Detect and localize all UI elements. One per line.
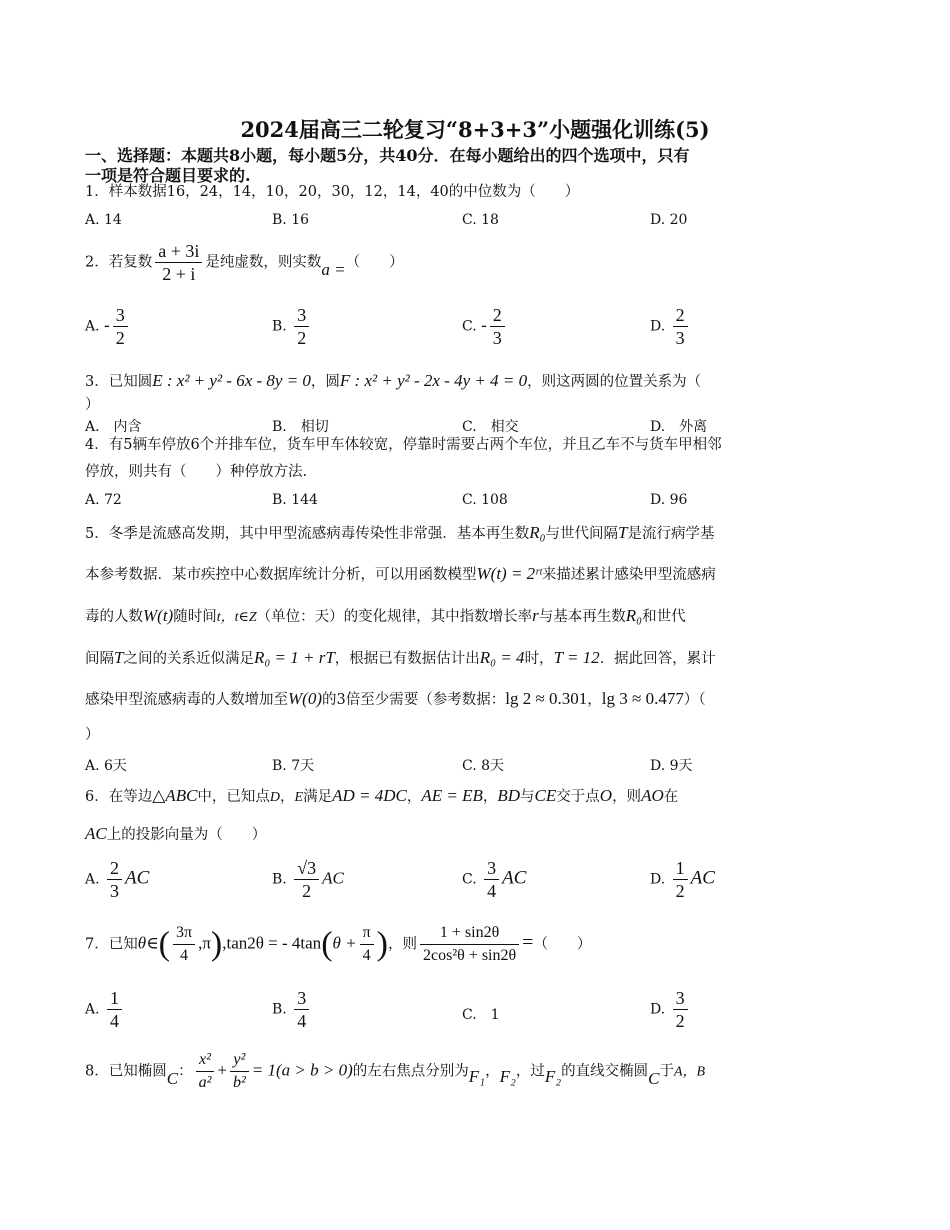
q4-option-a: A. 72 xyxy=(85,492,122,508)
numerator: 3 xyxy=(673,987,688,1010)
numerator: π xyxy=(360,922,374,945)
text: 间隔 xyxy=(85,651,114,667)
q1-option-b: B. 16 xyxy=(272,212,310,228)
text: ．据此回答，累计 xyxy=(599,651,716,667)
question-4-line-2: 停放，则共有（ ）种停放方法. xyxy=(85,464,308,480)
numerator: 3 xyxy=(113,304,128,327)
q3-option-d: D. 外离 xyxy=(650,419,708,435)
math-t-in-z: t∈Z xyxy=(234,610,257,625)
math-ae-eb: AE = EB xyxy=(421,786,483,805)
text: 和世代 xyxy=(642,609,686,625)
q2-option-d xyxy=(650,304,691,349)
q2-option-d-label: D. xyxy=(650,318,666,335)
q3-option-a: A. 内含 xyxy=(85,419,142,435)
text: 在 xyxy=(663,789,679,805)
q4-option-c: C. 108 xyxy=(462,492,508,508)
question-8-stem xyxy=(85,1049,705,1094)
math-theta-in: θ∈ xyxy=(137,933,159,953)
math-ac: AC xyxy=(85,824,107,843)
q6-option-a xyxy=(85,857,149,902)
text: ，根据已有数据估计出 xyxy=(334,651,480,667)
denominator: 4 xyxy=(362,947,371,964)
page-title: 2024届高三二轮复习“8+3+3”小题强化训练(5) xyxy=(240,117,710,142)
math-bd: BD xyxy=(497,786,521,805)
math-ce: CE xyxy=(534,786,557,805)
q7-option-b xyxy=(272,987,312,1032)
math-ad-dc: AD = 4DC xyxy=(332,786,407,805)
q3-option-b: B. 相切 xyxy=(272,419,329,435)
left-paren: ( xyxy=(321,925,333,963)
text: ）（ xyxy=(683,692,706,708)
text: 上的投影向量为（ ） xyxy=(106,827,267,843)
text: 与 xyxy=(520,789,535,805)
q3-mid: ，圆 xyxy=(310,374,340,390)
question-6-line-2 xyxy=(85,824,266,845)
math-plus: + xyxy=(217,1060,227,1080)
vector-ac: AC xyxy=(322,868,344,888)
q2-option-c-label: C. xyxy=(462,318,477,335)
denominator: 2 xyxy=(675,881,685,901)
text: 与基本再生数 xyxy=(538,609,626,625)
q2-fraction-numerator: a + 3i xyxy=(155,240,202,263)
q7-option-c: C. 1 xyxy=(462,1007,500,1023)
q3-circle-f-equation: F : x² + y² - 2x - 4y + 4 = 0 xyxy=(339,371,528,390)
text: 7．已知 xyxy=(85,936,138,953)
numerator: 1 xyxy=(673,857,688,880)
question-5-line-6: ） xyxy=(85,727,100,743)
q7-option-a xyxy=(85,987,125,1032)
q2-option-a-sign: - xyxy=(104,315,110,335)
q1-option-d: D. 20 xyxy=(650,212,688,228)
q6-option-c xyxy=(462,857,526,902)
text: 5．冬季是流感高发期，其中甲型流感病毒传染性非常强．基本再生数 xyxy=(85,526,530,542)
q2-option-a xyxy=(85,304,131,349)
q2-mid: 是纯虚数，则实数 xyxy=(205,254,322,271)
q4-option-d: D. 96 xyxy=(650,492,688,508)
math-t: t， xyxy=(216,610,235,625)
numerator: 2 xyxy=(673,304,688,327)
q7-option-d-label: D. xyxy=(650,1001,666,1018)
math-points-ab: A，B xyxy=(674,1064,706,1080)
math-pi: ,π xyxy=(198,933,211,953)
q7-option-a-fraction xyxy=(107,987,122,1032)
math-r: r xyxy=(532,606,539,625)
denominator: 4 xyxy=(180,947,189,964)
text: 是流行病学基 xyxy=(627,526,715,542)
q2-variable: a = xyxy=(321,259,346,279)
q4-option-b: B. 144 xyxy=(272,492,318,508)
math-c: C xyxy=(648,1068,660,1088)
q7-pi-over-4 xyxy=(360,922,374,967)
q7-option-b-label: B. xyxy=(272,1001,287,1018)
q2-option-b-label: B. xyxy=(272,318,287,335)
text: ，过 xyxy=(515,1063,545,1080)
numerator: 1 + sin2θ xyxy=(420,922,519,945)
math-model: W(t) = 2ʳᵗ xyxy=(476,564,542,583)
math-f1: F₁ xyxy=(468,1066,486,1086)
text: 交于点 xyxy=(556,789,600,805)
q1-option-c: C. 18 xyxy=(462,212,499,228)
q2-prefix: 2．若复数 xyxy=(85,254,153,271)
math-r0-value: R₀ = 4 xyxy=(479,648,525,667)
text: 与世代间隔 xyxy=(545,526,619,542)
q2-option-b-fraction xyxy=(294,304,309,349)
q6-option-b xyxy=(272,857,344,902)
q5-option-b: B. 7天 xyxy=(272,758,315,774)
numerator: 1 xyxy=(107,987,122,1010)
denominator: 2 xyxy=(675,1011,685,1031)
math-lg3: lg 3 ≈ 0.477 xyxy=(601,689,684,708)
text: 6．在等边 xyxy=(85,789,153,805)
q5-option-a: A. 6天 xyxy=(85,758,127,774)
q2-option-a-fraction xyxy=(113,304,128,349)
numerator: 3 xyxy=(484,857,499,880)
denominator: 3 xyxy=(110,881,120,901)
q2-option-b xyxy=(272,304,312,349)
denominator: a² xyxy=(198,1074,212,1091)
question-5-line-1 xyxy=(85,523,715,544)
q7-option-a-label: A. xyxy=(85,1001,100,1018)
left-paren: ( xyxy=(158,925,170,963)
section-heading-line-2: 一项是符合题目要求的. xyxy=(85,166,251,185)
q6-option-d-fraction xyxy=(673,857,688,902)
math-w0: W(0) xyxy=(288,689,322,708)
text: 随时间 xyxy=(173,609,217,625)
question-7-stem xyxy=(85,922,591,967)
right-paren: ) xyxy=(210,925,223,963)
math-o: O xyxy=(599,786,613,805)
denominator: b² xyxy=(232,1074,246,1091)
math-tan-equation: ,tan2θ = - 4tan xyxy=(222,933,322,953)
question-5-line-4 xyxy=(85,648,716,669)
math-r0: R₀ xyxy=(529,523,546,542)
numerator: √3 xyxy=(294,857,319,880)
section-heading-line-1: 一、选择题：本题共8小题，每小题5分，共40分．在每小题给出的四个选项中，只有 xyxy=(85,146,690,165)
text: ： xyxy=(178,1063,193,1080)
text: ， xyxy=(587,692,602,708)
denominator: 3 xyxy=(675,328,685,348)
math-lg2: lg 2 ≈ 0.301 xyxy=(505,689,588,708)
denominator: 4 xyxy=(487,881,497,901)
math-r0: R₀ xyxy=(625,606,643,625)
text: 的左右焦点分别为 xyxy=(352,1063,469,1080)
text: 感染甲型流感病毒的人数增加至 xyxy=(85,692,288,708)
denominator: 4 xyxy=(297,1011,307,1031)
math-wt: W(t) xyxy=(143,606,174,625)
text: ， xyxy=(406,789,422,805)
text: 时， xyxy=(524,651,554,667)
denominator: 4 xyxy=(110,1011,120,1031)
vector-ac: AC xyxy=(690,867,715,889)
math-d: D xyxy=(269,790,281,805)
denominator: 2 xyxy=(297,328,307,348)
q6-option-a-label: A. xyxy=(85,871,100,888)
text: （ ） xyxy=(533,936,592,953)
math-e: E xyxy=(294,790,304,805)
q6-option-a-fraction xyxy=(107,857,122,902)
question-5-line-3 xyxy=(85,606,686,628)
q2-option-d-fraction xyxy=(673,304,688,349)
text: 的直线交椭圆 xyxy=(561,1063,649,1080)
q8-x-fraction xyxy=(196,1049,215,1094)
text: 本参考数据．某市疾控中心数据库统计分析，可以用函数模型 xyxy=(85,567,477,583)
q6-option-d xyxy=(650,857,715,902)
q6-option-c-fraction xyxy=(484,857,499,902)
q7-option-b-fraction xyxy=(294,987,309,1032)
math-t: T xyxy=(618,523,628,542)
text: 于 xyxy=(659,1063,674,1080)
denominator: 2cos²θ + sin2θ xyxy=(423,947,517,964)
q2-tail: （ ） xyxy=(345,254,404,271)
q6-option-d-label: D. xyxy=(650,871,666,888)
math-t-value: T = 12 xyxy=(553,648,600,667)
q3-option-c: C. 相交 xyxy=(462,419,519,435)
text: 的3倍至少需要（参考数据： xyxy=(321,692,506,708)
q3-tail: ，则这两圆的位置关系为（ xyxy=(527,374,702,390)
math-triangle: △ABC xyxy=(152,786,198,805)
q5-option-c: C. 8天 xyxy=(462,758,505,774)
math-relation: R₀ = 1 + rT xyxy=(253,648,335,667)
q7-option-d xyxy=(650,987,691,1032)
math-equals: = xyxy=(522,931,534,954)
q8-y-fraction xyxy=(230,1049,249,1094)
numerator: y² xyxy=(230,1049,249,1072)
question-2-stem xyxy=(85,240,404,285)
question-4-line-1: 4．有5辆车停放6个并排车位，货车甲车体较宽，停靠时需要占两个车位，并且乙车不与货车甲相邻 xyxy=(85,437,722,453)
right-paren: ) xyxy=(376,925,388,963)
q7-option-d-fraction xyxy=(673,987,688,1032)
vector-ac: AC xyxy=(125,867,150,889)
math-f2: F₂ xyxy=(544,1066,562,1086)
q6-option-b-fraction xyxy=(294,857,319,902)
q3-prefix: 3．已知圆 xyxy=(85,374,153,390)
q6-option-c-label: C. xyxy=(462,871,477,888)
text: 中，已知点 xyxy=(197,789,270,805)
numerator: 2 xyxy=(490,304,505,327)
vector-ac: AC xyxy=(502,867,527,889)
math-condition: = 1(a > b > 0) xyxy=(251,1060,353,1080)
q2-option-c-fraction xyxy=(490,304,505,349)
q2-option-c-sign: - xyxy=(481,315,487,335)
denominator: 2 xyxy=(302,881,312,901)
text: ，则 xyxy=(612,789,642,805)
q7-expression-fraction xyxy=(420,922,519,967)
q3-stem-line-2: ） xyxy=(85,397,100,413)
numerator: 3 xyxy=(294,987,309,1010)
numerator: x² xyxy=(196,1049,215,1072)
q3-circle-e-equation: E : x² + y² - 6x - 8y = 0 xyxy=(152,371,311,390)
q7-interval-fraction xyxy=(173,922,195,967)
text: ， xyxy=(280,789,295,805)
q6-option-b-label: B. xyxy=(272,871,287,888)
text: 满足 xyxy=(303,789,333,805)
text: （单位：天）的变化规律，其中指数增长率 xyxy=(256,609,533,625)
numerator: 3 xyxy=(294,304,309,327)
q2-fraction xyxy=(155,240,202,285)
question-1-stem: 1．样本数据16，24，14，10，20，30，12，14，40的中位数为（ ） xyxy=(85,184,580,200)
math-ao: AO xyxy=(641,786,664,805)
math-c: C xyxy=(166,1068,179,1088)
math-t: T xyxy=(114,648,124,667)
text: ，则 xyxy=(388,936,417,953)
denominator: 2 xyxy=(115,328,125,348)
text: ， xyxy=(482,789,498,805)
text: 毒的人数 xyxy=(85,609,143,625)
math-theta-plus: θ + xyxy=(332,933,357,953)
q1-option-a: A. 14 xyxy=(85,212,122,228)
text: ， xyxy=(485,1063,500,1080)
q2-option-a-label: A. xyxy=(85,318,100,335)
question-5-line-5 xyxy=(85,689,706,710)
denominator: 3 xyxy=(492,328,502,348)
q2-fraction-denominator: 2 + i xyxy=(162,264,196,284)
numerator: 3π xyxy=(173,922,195,945)
q5-option-d: D. 9天 xyxy=(650,758,693,774)
q2-option-c xyxy=(462,304,508,349)
question-6-line-1 xyxy=(85,786,678,808)
text: 来描述累计感染甲型流感病 xyxy=(541,567,716,583)
question-5-line-2 xyxy=(85,564,716,585)
text: 8．已知椭圆 xyxy=(85,1063,167,1080)
numerator: 2 xyxy=(107,857,122,880)
text: 之间的关系近似满足 xyxy=(123,651,254,667)
question-3-stem xyxy=(85,371,701,392)
math-f2: F₂ xyxy=(499,1066,516,1086)
